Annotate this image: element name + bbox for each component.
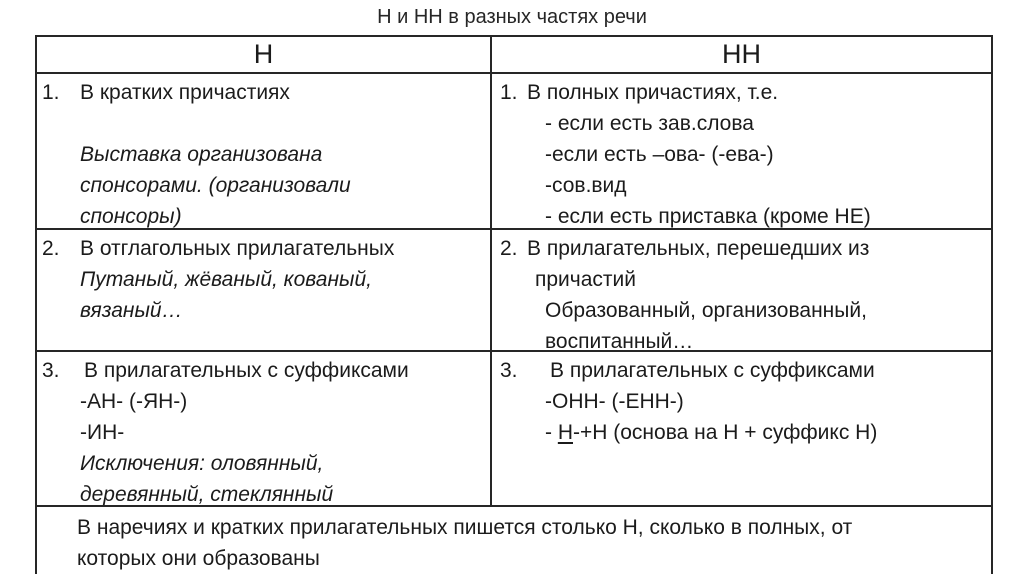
list-number: 1. bbox=[500, 81, 518, 104]
rule-text: -+Н (основа на Н + суффикс Н) bbox=[573, 421, 878, 444]
rule-heading bbox=[500, 77, 985, 108]
rule-text: В прилагательных с суффиксами bbox=[84, 359, 409, 382]
header-cell-n: Н bbox=[37, 37, 492, 72]
table-row bbox=[37, 352, 991, 507]
rule-line: -ИН- bbox=[80, 421, 125, 444]
cell-row2-n bbox=[37, 230, 492, 350]
rule-line: - если есть зав.слова bbox=[545, 112, 754, 135]
rule-line: -если есть –ова- (-ева-) bbox=[545, 143, 774, 166]
rule-line: - если есть приставка (кроме НЕ) bbox=[545, 205, 871, 228]
rule-text: - bbox=[545, 421, 558, 444]
example-line: вязаный… bbox=[80, 299, 183, 322]
footer-note bbox=[37, 507, 991, 574]
list-number: 2. bbox=[42, 237, 60, 260]
table-row bbox=[37, 230, 991, 352]
rule-text: В кратких причастиях bbox=[80, 81, 290, 104]
rule-heading bbox=[42, 77, 484, 108]
example-line: Образованный, организованный, bbox=[545, 299, 867, 322]
rule-line: -ОНН- (-ЕНН-) bbox=[545, 390, 684, 413]
rule-heading bbox=[42, 355, 484, 386]
header-cell-nn: НН bbox=[722, 39, 761, 69]
list-number: 1. bbox=[42, 81, 60, 104]
rule-line: -АН- (-ЯН-) bbox=[80, 390, 188, 413]
rule-heading bbox=[42, 233, 484, 264]
n-nn-table bbox=[35, 35, 993, 574]
rule-heading bbox=[500, 233, 985, 264]
rule-text: В прилагательных, перешедших из bbox=[527, 237, 870, 260]
example-line: Исключения: оловянный, bbox=[80, 452, 324, 475]
cell-row2-nn bbox=[492, 230, 991, 350]
page-title: Н и НН в разных частях речи bbox=[377, 6, 647, 28]
rule-text: В отглагольных прилагательных bbox=[80, 237, 395, 260]
underlined-n: Н bbox=[557, 421, 573, 444]
rule-line: причастий bbox=[535, 268, 636, 291]
cell-row1-nn bbox=[492, 74, 991, 228]
list-number: 2. bbox=[500, 237, 518, 260]
example-line: воспитанный… bbox=[545, 330, 694, 350]
cell-row3-n bbox=[37, 352, 492, 505]
example-line: Путаный, жёваный, кованый, bbox=[80, 268, 372, 291]
list-number: 3. bbox=[500, 359, 518, 382]
cell-row3-nn bbox=[492, 352, 991, 505]
rule-line-n-plus-n bbox=[545, 417, 985, 448]
table-header-row bbox=[37, 37, 991, 74]
example-line: спонсорами. (организовали bbox=[80, 174, 351, 197]
example-line: деревянный, стеклянный bbox=[80, 483, 334, 505]
cell-row1-n bbox=[37, 74, 492, 228]
table-row bbox=[37, 74, 991, 230]
footer-line: В наречиях и кратких прилагательных пишется столько Н, сколько в полных, от bbox=[77, 516, 853, 539]
spacer bbox=[42, 108, 484, 139]
rule-line: -сов.вид bbox=[545, 174, 627, 197]
rule-text: В полных причастиях, т.е. bbox=[527, 81, 779, 104]
footer-line: которых они образованы bbox=[77, 547, 320, 570]
list-number: 3. bbox=[42, 359, 60, 382]
rule-text: В прилагательных с суффиксами bbox=[550, 359, 875, 382]
rule-heading bbox=[500, 355, 985, 386]
example-line: спонсоры) bbox=[80, 205, 182, 228]
example-line: Выставка организована bbox=[80, 143, 323, 166]
